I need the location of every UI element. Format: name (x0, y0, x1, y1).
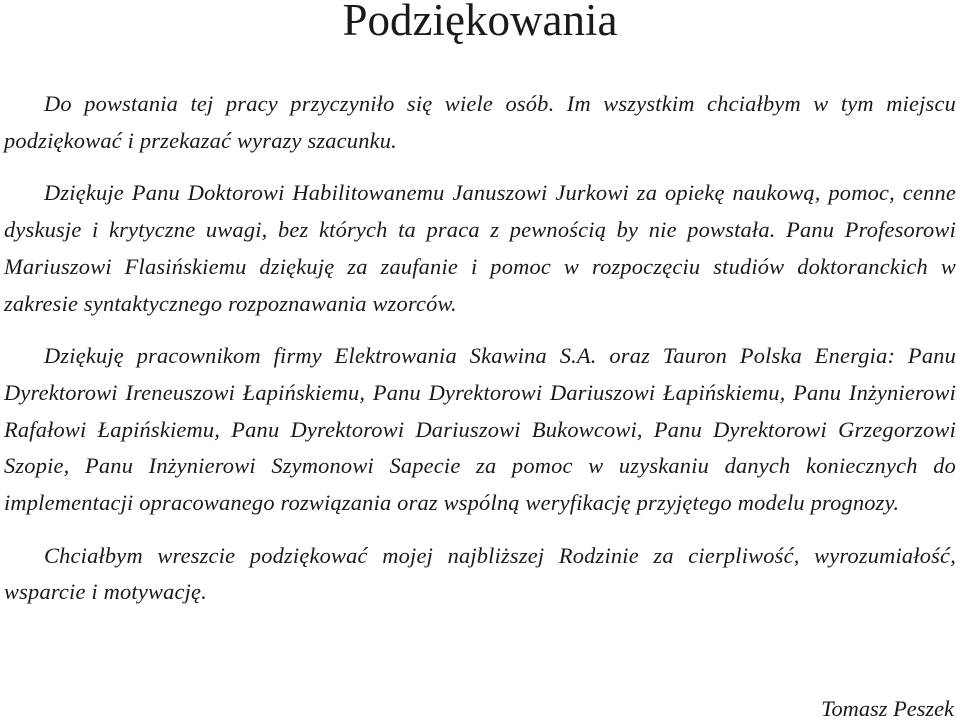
paragraph-supervisors: Dziękuje Panu Doktorowi Habilitowanemu Januszowi Jurkowi za opiekę naukową, pomoc, cenne dyskusje i krytyczne uwagi, bez których ta praca z pewnością by nie powstała. Panu Profesorowi Mariuszowi Flasińskiemu dziękuję za zaufanie i pomoc w rozpoczęciu studiów doktoranckich w zakresie syntaktycznego rozpoznawania wzorców. (4, 180, 956, 316)
acknowledgements-body (4, 86, 956, 627)
author-signature: Tomasz Peszek (821, 696, 954, 721)
paragraph-family: Chciałbym wreszcie podziękować mojej najbliższej Rodzinie za cierpliwość, wyrozumiałość, wsparcie i motywację. (4, 542, 956, 605)
page-title: Podziękowania (342, 0, 618, 45)
paragraph-company: Dziękuję pracownikom firmy Elektrowania Skawina S.A. oraz Tauron Polska Energia: Panu Dyrektorowi Ireneuszowi Łapińskiemu, Panu Dyrektorowi Dariuszowi Łapińskiemu, Panu Inżynierowi Rafałowi Łapińskiemu, Panu Dyrektorowi Dariuszowi Bukowcowi, Panu Dyrektorowi Grzegorzowi Szopie, Panu Inżynierowi Szymonowi Sapecie za pomoc w uzyskaniu danych koniecznych do implementacji opracowanego rozwiązania oraz wspólną weryfikację przyjętego modelu prognozy. (4, 343, 956, 516)
paragraph-intro: Do powstania tej pracy przyczyniło się wiele osób. Im wszystkim chciałbym w tym miejscu podziękować i przekazać wyrazy szacunku. (4, 91, 956, 153)
